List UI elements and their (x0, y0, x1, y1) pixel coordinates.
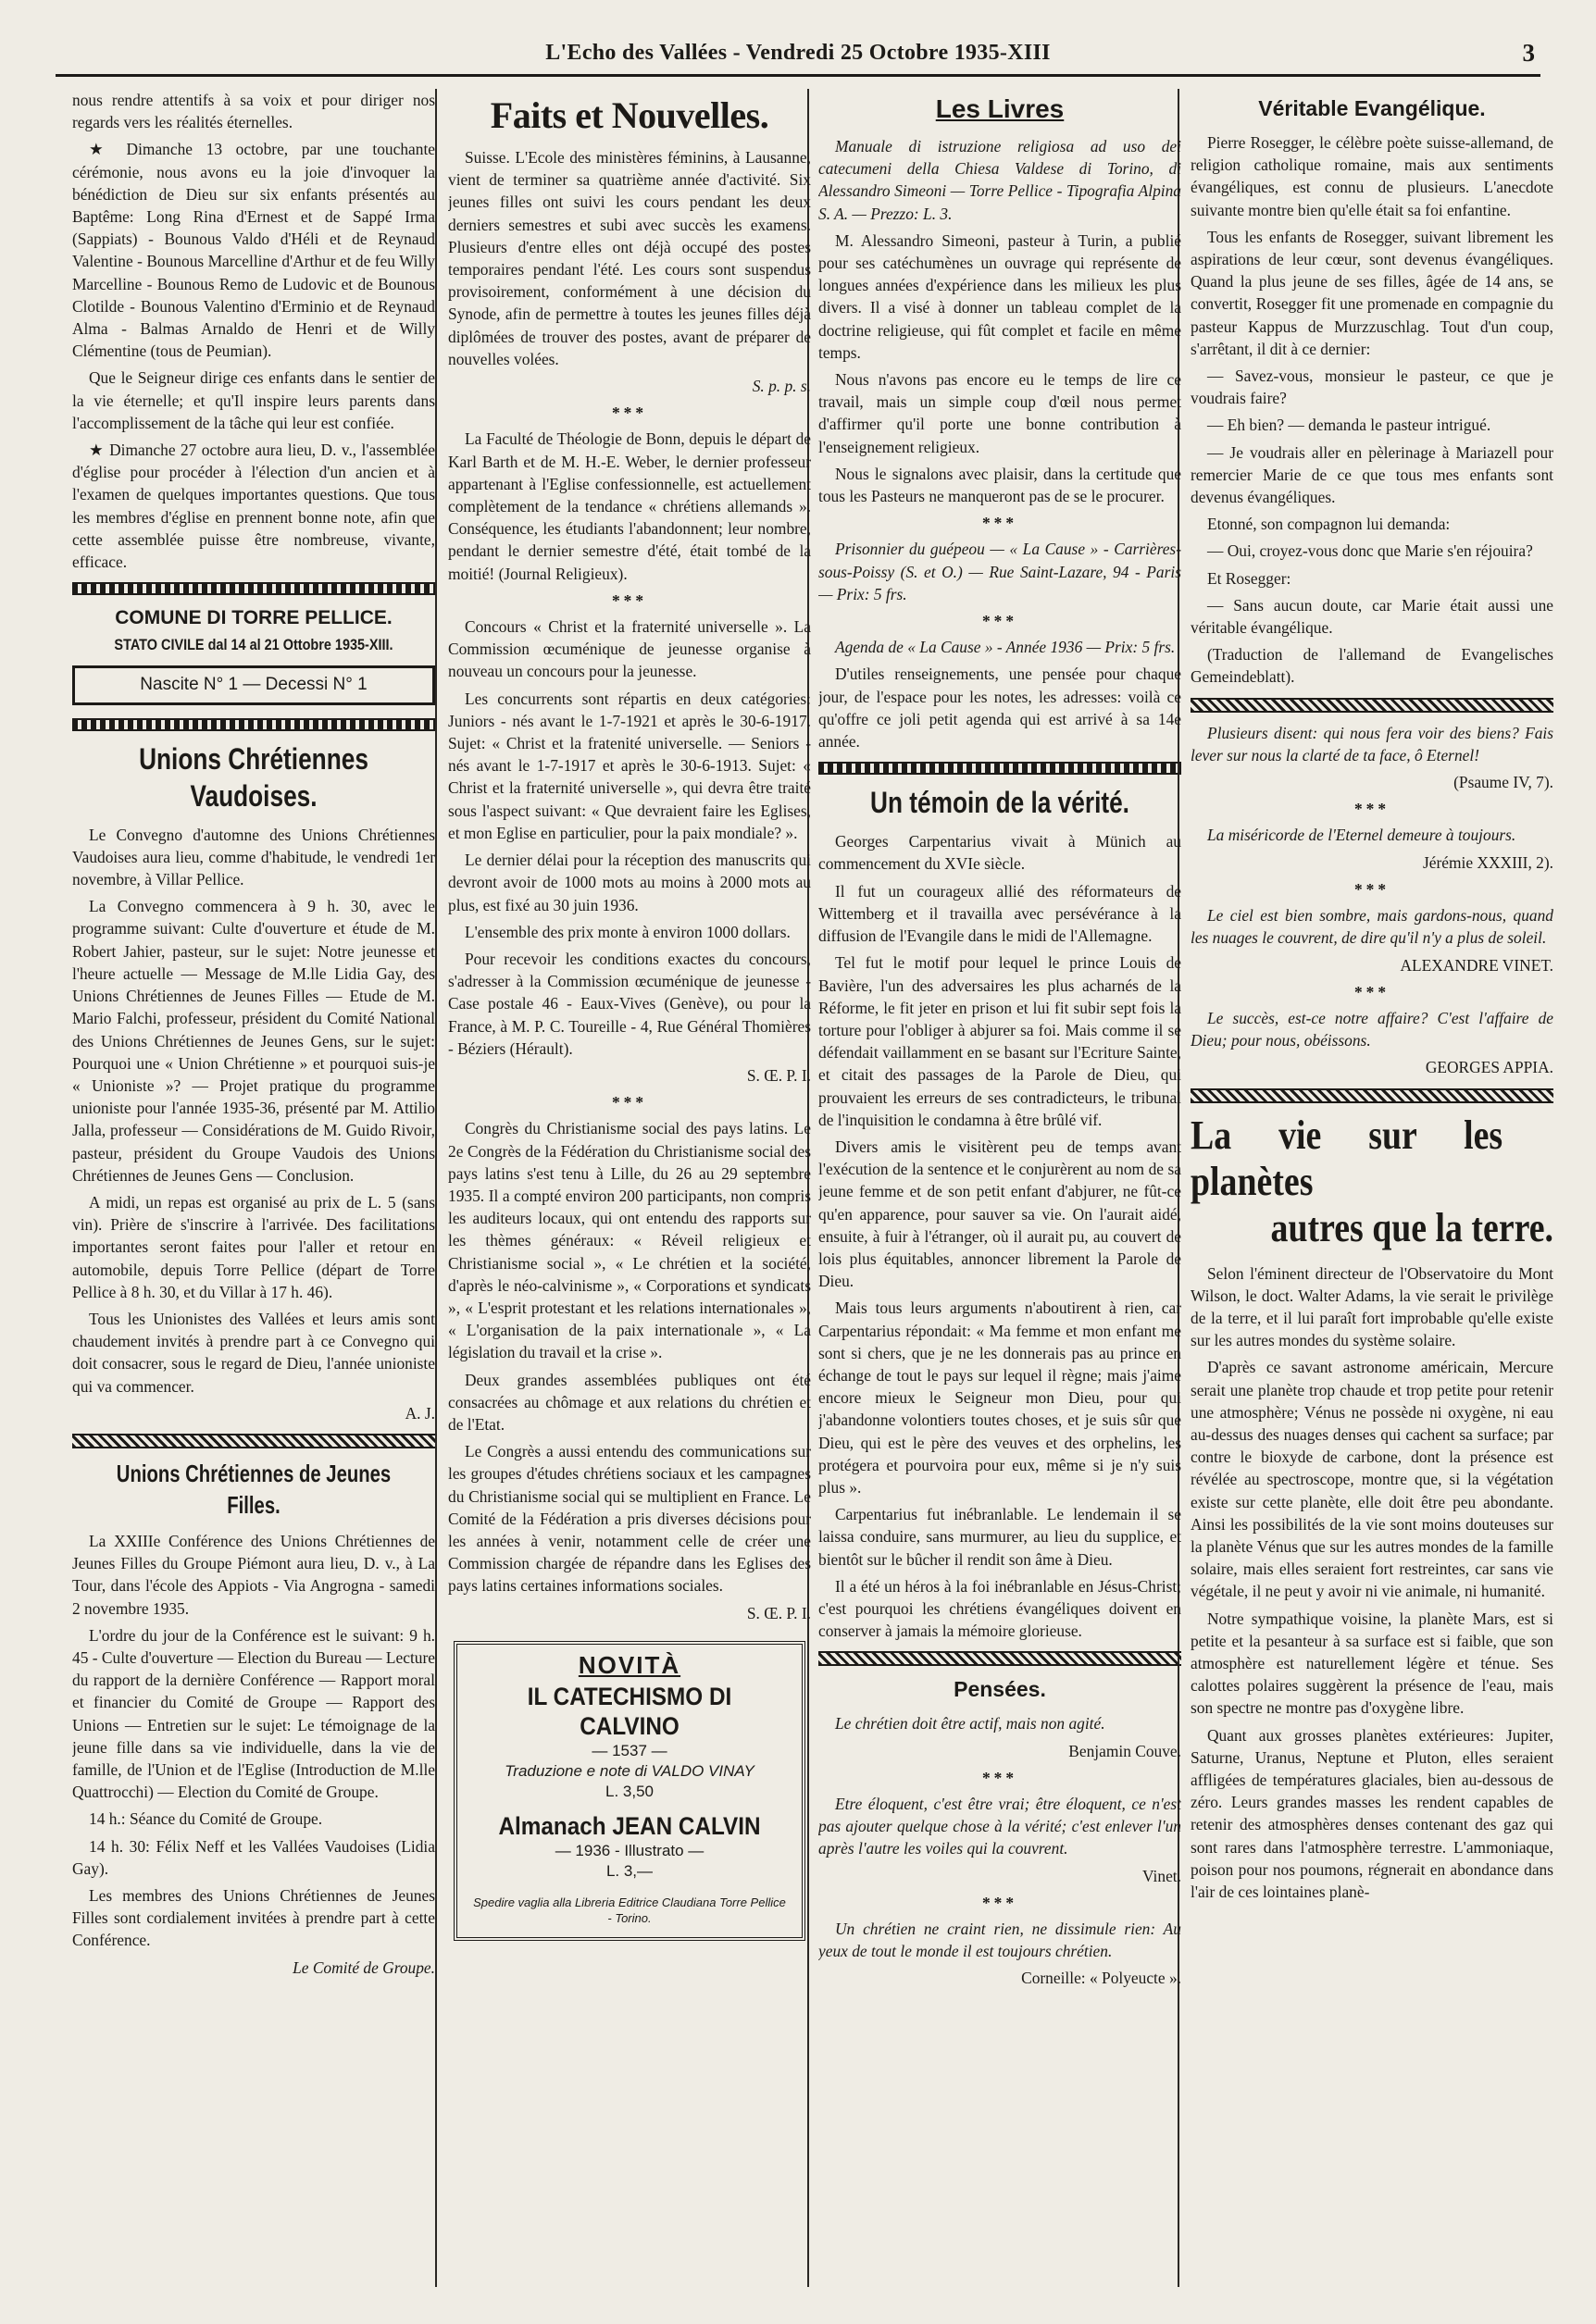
separator: *** (611, 404, 648, 423)
separator: *** (1353, 982, 1390, 1001)
paragraph: Notre sympathique voisine, la planète Mars, est si petite et la pesanteur à sa surface est si faible, que son atmosphère est naturellement légère et ténue. Ses calottes polaires suggèrent la présence de l'eau, mais son spectre ne montre pas d'oxygène libre. (1191, 1609, 1553, 1718)
paragraph: 14 h.: Séance du Comité de Groupe. (89, 1809, 323, 1829)
ad-title: Almanach JEAN CALVIN (498, 1812, 761, 1840)
paragraph: Le Congrès a aussi entendu des communications sur les groupes d'études chrétiens sociaux et les campagnes du Christianisme social qui se multiplient en France. Le Comité de la Fédération a pris diverses décisions pour les années à venir, notamment celle de créer une Commission chargée de répandre dans les Eglises des pays latins certaines informations sociales. (448, 1442, 811, 1596)
column-2 (448, 89, 811, 2287)
quote-author: GEORGES APPIA. (1425, 1058, 1553, 1077)
paragraph: La Faculté de Théologie de Bonn, depuis le départ de Karl Barth et de M. H.-E. Weber, le dernier professeur appartenant à l'Eglise confessionnelle, est actuellement complètement de la tendance « chrétiens allemands ». Conséquence, les étudiants l'abandonnent; leur nombre, pendant le dernier semestre d'été, était tombé de la moitié! (Journal Religieux). (448, 429, 811, 583)
paragraph: Quant aux grosses planètes extérieures: Jupiter, Saturne, Uranus, Neptune et Pluton, elles seraient affligées de températures glaciales, bien au-dessous de zéro. Leurs grandes masses les rendent capables de retenir des atmosphères denses contenant des gaz qui sont rares dans l'atmosphère terrestre. L'ammoniaque, poison pour nos poumons, régnerait en abondance dans l'air de ces lointaines planè- (1191, 1725, 1553, 1901)
ornamental-rule (72, 1434, 435, 1448)
separator: *** (981, 612, 1018, 631)
separator: *** (611, 1093, 648, 1112)
ad-line: — 1936 - Illustrato — (555, 1842, 704, 1859)
ornamental-rule (1191, 698, 1553, 713)
ornamental-rule (1191, 1088, 1553, 1103)
section-heading: La vie sur les planètes (1191, 1112, 1503, 1204)
separator: *** (1353, 879, 1390, 899)
paragraph: M. Alessandro Simeoni, pasteur à Turin, a publié pour ses catéchumènes un ouvrage qui représente de longues années d'expérience dans les milieux les plus divers. Il a visé à donner un tableau complet de la doctrine religieuse, qui fût complet et facile en même temps. (818, 230, 1181, 362)
paragraph: (Traduction de l'allemand de Evangelisches Gemeindeblatt). (1191, 645, 1553, 687)
paragraph: Tel fut le motif pour lequel le prince Louis de Bavière, l'un des adversaires les plus acharnés de la Réforme, le fit jeter en prison et lui fit subir sept fois la torture pour l'obliger à abjurer sa foi. Mais comme il se défendait vaillamment en se basant sur l'Ecriture Sainte, et citait des passages de la Parole de Dieu, qui prouvaient les erreurs de ses contradicteurs, le tribunal de l'inquisition le condamna à être brûlé vif. (818, 953, 1181, 1129)
paragraph: Prisonnier du guépeou — « La Cause » - Carrières-sous-Poissy (S. et O.) — Rue Saint-Lazare, 94 - Paris — Prix: 5 frs. (818, 540, 1181, 603)
commune-heading: COMUNE DI TORRE PELLICE. (115, 607, 393, 629)
paragraph: Pierre Rosegger, le célèbre poète suisse-allemand, de religion catholique romaine, mais aux sentiments évangéliques, est connu de plusieurs. L'anecdote suivante montre bien qu'elle était sa foi enfantine. (1191, 133, 1553, 219)
verse-reference: Jérémie XXXIII, 2). (1422, 852, 1553, 872)
quote-author: Corneille: « Polyeucte ». (1021, 1969, 1181, 1988)
civil-status-box: Nascite N° 1 — Decessi N° 1 (72, 665, 435, 704)
paragraph: 14 h. 30: Félix Neff et les Vallées Vaudoises (Lidia Gay). (72, 1836, 435, 1878)
separator: *** (981, 514, 1018, 533)
quote-author: ALEXANDRE VINET. (1400, 955, 1553, 975)
paragraph: Et Rosegger: (1207, 568, 1291, 588)
paragraph: Suisse. L'Ecole des ministères féminins, à Lausanne, vient de terminer sa quatrième année d'activité. Six jeunes filles ont suivi les cours pendant les deux derniers semestres et subi avec succès les examens. Plusieurs d'entre elles ont déjà occupé des postes temporaires pendant l'été. Les cours sont suspendus provisoirement, conformément à une décision du Synode, afin de permettre à toutes les jeunes filles déjà diplômées de trouver des postes, avant de préparer de nouvelles volées. (448, 148, 811, 368)
paragraph: Selon l'éminent directeur de l'Observatoire du Mont Wilson, le doct. Walter Adams, la vie serait le privilège de la terre, et il lui paraît fort improbable qu'elle existe sur les autres mondes du système solaire. (1191, 1263, 1553, 1350)
paragraph: Georges Carpentarius vivait à Münich au commencement du XVIe siècle. (818, 832, 1181, 874)
masthead (56, 37, 1540, 77)
ad-price: L. 3,— (605, 1862, 654, 1880)
section-heading-text: Les Livres (935, 94, 1065, 123)
ornamental-rule (818, 762, 1181, 775)
verse: Plusieurs disent: qui nous fera voir des biens? Fais lever sur nous la clarté de ta face, ô Eternel! (1191, 723, 1553, 764)
paragraph: La XXIIIe Conférence des Unions Chrétiennes de Jeunes Filles du Groupe Piémont aura lieu, D. v., à La Tour, dans l'école des Appiots - Via Angrogna - samedi 2 novembre 1935. (72, 1531, 435, 1618)
signature: S. p. p. s. (752, 377, 811, 396)
advertisement-box (454, 1641, 805, 1941)
column-divider (435, 89, 437, 2287)
paragraph: ★ Dimanche 27 octobre aura lieu, D. v., l'assemblée d'église pour procéder à l'élection d'un ancien et à l'examen de quelques importantes questions. Que tous les membres d'église en prennent bonne note, afin que cette assemblée puisse être nombreuse, vivante, efficace. (72, 441, 435, 572)
paragraph: — Sans aucun doute, car Marie était aussi une véritable évangélique. (1191, 595, 1553, 638)
section-heading: Pensées. (954, 1677, 1046, 1702)
section-heading: Un témoin de la vérité. (870, 786, 1129, 820)
paragraph: Les membres des Unions Chrétiennes de Jeunes Filles sont cordialement invitées à prendre part à cette Conférence. (72, 1886, 435, 1950)
quote: Un chrétien ne craint rien, ne dissimule rien: Au yeux de tout le monde il est toujours chrétien. (818, 1920, 1181, 1961)
section-heading: autres que la terre. (1270, 1204, 1553, 1250)
signature: S. Œ. P. I. (746, 1065, 811, 1085)
ad-line: — 1537 — (592, 1742, 667, 1759)
paragraph: Concours « Christ et la fraternité universelle ». La Commission œcuménique de jeunesse organise à nouveau un concours pour la jeunesse. (448, 617, 811, 681)
paragraph: Le Convegno d'automne des Unions Chrétiennes Vaudoises aura lieu, comme d'habitude, le vendredi 1er novembre, à Villar Pellice. (72, 825, 435, 889)
quote-author: Vinet. (1142, 1866, 1181, 1885)
paragraph: D'utiles renseignements, une pensée pour chaque jour, de l'espace pour les notes, les adresses: voilà ce qu'offre ce joli petit agenda qui est arrivé à sa 14e année. (818, 665, 1181, 752)
paragraph: — Savez-vous, monsieur le pasteur, ce que je voudrais faire? (1191, 367, 1553, 408)
verse: La miséricorde de l'Eternel demeure à toujours. (1207, 826, 1516, 845)
paragraph: Nous le signalons avec plaisir, dans la certitude que tous les Pasteurs ne manqueront pas de se le procurer. (818, 464, 1181, 506)
section-heading: Unions Chrétiennes de Jeunes Filles. (116, 1459, 392, 1519)
paragraph: La Convegno commencera à 9 h. 30, avec le programme suivant: Culte d'ouverture et étude de M. Robert Jahier, pasteur, sur le sujet: Notre jeunesse et l'heure actuelle — Message de M.lle Lidia Gay, des Unions Chrétiennes de Jeunes Filles — Etude de M. Mario Falchi, professeur, président du Comité National des Unions Chrétiennes de Jeunes Gens, sur le sujet: Pourquoi une « Union Chrétienne » et pourquoi suis-je « Unioniste »? — Projet pratique du programme unioniste pour l'année 1935-36, présenté par M. Attilio Jalla, professeur — Considérations de M. Guido Rivoir, pasteur, président du Groupe Vaudois des Unions Chrétiennes de Jeunes Gens — Conclusion. (72, 897, 435, 1185)
section-heading: Unions Chrétiennes Vaudoises. (139, 741, 368, 813)
section-heading: Véritable Evangélique. (1258, 96, 1486, 120)
ornamental-rule (72, 718, 435, 731)
paragraph: L'ordre du jour de la Conférence est le suivant: 9 h. 45 - Culte d'ouverture — Election du Bureau — Lecture du rapport de la dernière Conférence — Rapport moral et financier du Comité de Groupe — Rapport des Unions — Entretien sur le sujet: Le témoignage de la jeune fille dans sa vie individuelle, dans la vie de famille, de l'Union et de l'Eglise (Introduction de M.lle Quattrocchi) — Election du Comité de Groupe. (72, 1625, 435, 1802)
paragraph: Manuale di istruzione religiosa ad uso dei catecumeni della Chiesa Valdese di Torino, di Alessandro Simeoni — Torre Pellice - Tipografia Alpina S. A. — Prezzo: L. 3. (818, 137, 1181, 223)
section-heading: Faits et Nouvelles. (490, 94, 769, 136)
paragraph: D'après ce savant astronome américain, Mercure serait une planète trop chaude et trop petite pour retenir une atmosphère; Vénus ne possède ni oxygène, ni eau au-dessus des nuages denses qui cachent sa surface; par contre le bioxyde de carbone, dont la présence est révélée au spectroscope, montre que, si la végétation existe sur cette planète, elle doit être peu abondante. Ainsi les possibilités de la vie sont moins douteuses sur la planète Vénus que sur les autres mondes de la famille solaire, mais elles seraient fort restreintes, car sans vie végétale, il ne peut y avoir ni vie animale, ni humanité. (1191, 1358, 1553, 1601)
ad-line: Traduzione e note di VALDO VINAY (505, 1762, 754, 1780)
separator: *** (611, 590, 648, 610)
section-heading (818, 93, 1181, 126)
paragraph: — Eh bien? — demanda le pasteur intrigué. (1207, 416, 1491, 435)
masthead-title: L'Echo des Vallées - Vendredi 25 Octobre 1935-XIII (545, 41, 1051, 65)
ad-footer: Spedire vaglia alla Libreria Editrice Claudiana Torre Pellice - Torino. (473, 1895, 786, 1925)
paragraph: Il a été un héros à la foi inébranlable en Jésus-Christ; c'est pourquoi les chrétiens évangéliques doivent en conserver à jamais la mémoire glorieuse. (818, 1576, 1181, 1641)
separator: *** (981, 1893, 1018, 1912)
quote: Le chrétien doit être actif, mais non agité. (835, 1714, 1105, 1734)
column-1 (72, 89, 435, 2287)
quote: Etre éloquent, c'est être vrai; être éloquent, ce n'est pas ajouter quelque chose à la vérité; c'est enlever l'un après l'autre les voiles qui la couvrent. (818, 1795, 1181, 1858)
paragraph: Deux grandes assemblées publiques ont été consacrées au chômage et aux relations du chrétien et de l'Etat. (448, 1370, 811, 1434)
paragraph: Mais tous leurs arguments n'aboutirent à rien, car Carpentarius répondait: « Ma femme et mon enfant me sont si chers, que je ne les donnerais pas au prince en échange de tout le pays sur lequel il règne; mais j'aime encore mieux le Seigneur mon Dieu, pour qui j'abandonne volontiers toutes choses, et je suis sûr que Dieu, qui est le père des veuves et des orphelins, les protégera et pourvoira pour eux, même si je n'y suis plus ». (818, 1299, 1181, 1497)
paragraph: ★ Dimanche 13 octobre, par une touchante cérémonie, nous avons eu la joie d'invoquer la bénédiction de Dieu sur six enfants présentés au Baptême: Long Rina d'Ernest et de Sappé Irma (Sappiats) - Bounous Valdo d'Héli et de Reynaud Valentine - Bounous Marcelline d'Arthur et de feu Willy Marcelline - Bounous Remo de Ludovic et de Bounous Clotilde - Bounous Valentino d'Erminio et de Reynaud Alma - Balmas Arnaldo de Henri et de Willy Clémentine (tous de Peumian). (72, 140, 435, 361)
signature: S. Œ. P. I. (746, 1603, 811, 1622)
paragraph: A midi, un repas est organisé au prix de L. 5 (sans vin). Prière de s'inscrire à l'arrivée. Des facilitations importantes seront faites pour l'aller et retour en automobile, depuis Torre Pellice (départ de Torre Pellice à 8 h. 30, et du Villar à 17 h. 46). (72, 1192, 435, 1301)
paragraph: Carpentarius fut inébranlable. Le lendemain il se laissa conduire, sans murmurer, au lieu du supplice, et bientôt sur le bûcher il rendit son âme à Dieu. (818, 1505, 1181, 1569)
quote-author: Benjamin Couve. (1068, 1741, 1181, 1760)
ad-price: L. 3,50 (605, 1783, 654, 1800)
paragraph: Le dernier délai pour la réception des manuscrits qui devront avoir de 1000 mots au moins à 2000 mots au plus, est fixé au 30 juin 1936. (448, 851, 811, 914)
paragraph: — Oui, croyez-vous donc que Marie s'en réjouira? (1207, 541, 1533, 561)
quote: Le ciel est bien sombre, mais gardons-nous, quand les nuages le couvrent, de dire qu'il n'y a plus de soleil. (1191, 906, 1553, 948)
paragraph: nous rendre attentifs à sa voix et pour diriger nos regards vers les réalités éternelles. (72, 91, 435, 132)
signature: A. J. (405, 1403, 435, 1423)
paragraph: L'ensemble des prix monte à environ 1000 dollars. (465, 922, 791, 941)
paragraph: Les concurrents sont répartis en deux catégories: Juniors - nés avant le 1-7-1921 et après le 30-6-1917. Sujet: « Christ et la fratenité universelle. — Seniors - nés avant le 1-7-1917 et après le 30-6-1913. Sujet: « Christ et la fraternité universelle », qui devra être traité sous l'aspect suivant: « Que devraient faire les Eglises, et mon Eglise en particulier, pour la paix mondiale? ». (448, 689, 811, 842)
paragraph: — Je voudrais aller en pèlerinage à Mariazell pour remercier Marie de ce que tous mes enfants sont devenus évangéliques. (1191, 442, 1553, 507)
paragraph: Que le Seigneur dirige ces enfants dans le sentier de la vie éternelle; et qu'Il inspire leurs parents dans l'accomplissement de la tâche qui leur est confiée. (72, 368, 435, 432)
paragraph: Pour recevoir les conditions exactes du concours, s'adresser à la Commission œcuménique de jeunesse - Case postale 46 - Eaux-Vives (Genève), ou pour la France, à M. P. C. Toureille - 4, Rue Général Thomières - Béziers (Hérault). (448, 949, 811, 1058)
separator: *** (981, 1768, 1018, 1787)
paragraph: Il fut un courageux allié des réformateurs de Wittemberg et il travailla avec persévérance à la diffusion de l'Evangile dans le midi de l'Allemagne. (818, 881, 1181, 946)
column-4 (1191, 89, 1553, 2287)
page-number: 3 (1522, 39, 1535, 67)
paragraph: Agenda de « La Cause » - Année 1936 — Prix: 5 frs. (835, 638, 1176, 657)
verse-reference: (Psaume IV, 7). (1453, 773, 1553, 792)
signature: Le Comité de Groupe. (293, 1957, 435, 1977)
paragraph: Tous les enfants de Rosegger, suivant librement les aspirations de leur cœur, sont devenus évangéliques. Quand la plus jeune de ses filles, âgée de 14 ans, se convertit, Rosegger fit une promenade en compagnie du pasteur Kappus de Murzzuschlag. Tout d'un coup, s'arrêtant, il dit à ce dernier: (1191, 227, 1553, 358)
paragraph: Nous n'avons pas encore eu le temps de lire ce travail, mais un simple coup d'œil nous permet d'affirmer qu'il porte une bonne contribution à l'enseignement religieux. (818, 370, 1181, 456)
paragraph: Tous les Unionistes des Vallées et leurs amis sont chaudement invités à prendre part à ce Convegno qui doit consacrer, sous le regard de Dieu, l'année unioniste qui va commencer. (72, 1309, 435, 1396)
column-3 (818, 89, 1181, 2287)
ornamental-rule (72, 582, 435, 595)
paragraph: Divers amis le visitèrent peu de temps avant l'exécution de la sentence et le conjurèrent au nom de sa jeune femme et de son petit enfant d'abjurer, ne fût-ce qu'en apparence, pour sauver sa vie. On l'aurait aidé, ensuite, à fuir à l'étranger, où il aurait pu, au couvert de lois plus équitables, annoncer librement la Parole de Dieu. (818, 1137, 1181, 1291)
ad-title: IL CATECHISMO DI CALVINO (527, 1683, 732, 1740)
quote: Le succès, est-ce notre affaire? C'est l'affaire de Dieu; pour nous, obéissons. (1191, 1008, 1553, 1050)
ad-label: NOVITÀ (578, 1650, 681, 1679)
commune-subheading: STATO CIVILE dal 14 al 21 Ottobre 1935-XIII. (114, 636, 393, 654)
ornamental-rule (818, 1651, 1181, 1666)
paragraph: Etonné, son compagnon lui demanda: (1207, 515, 1451, 534)
paragraph: Congrès du Christianisme social des pays latins. Le 2e Congrès de la Fédération du Christianisme social des pays latins s'est tenu à Lille, du 26 au 29 septembre 1935. Il a compté environ 200 participants, non compris les auditeurs locaux, qui ont entendu des rapports sur les thèmes généraux: « Réveil religieux et Christianisme social », « Le chrétien et la société, d'après le néo-calvinisme », « Corporations et syndicats », « L'esprit protestant et les relations internationales », « L'organisation de la paix internationale », « La législation du travail et la crise ». (448, 1119, 811, 1362)
separator: *** (1353, 800, 1390, 819)
